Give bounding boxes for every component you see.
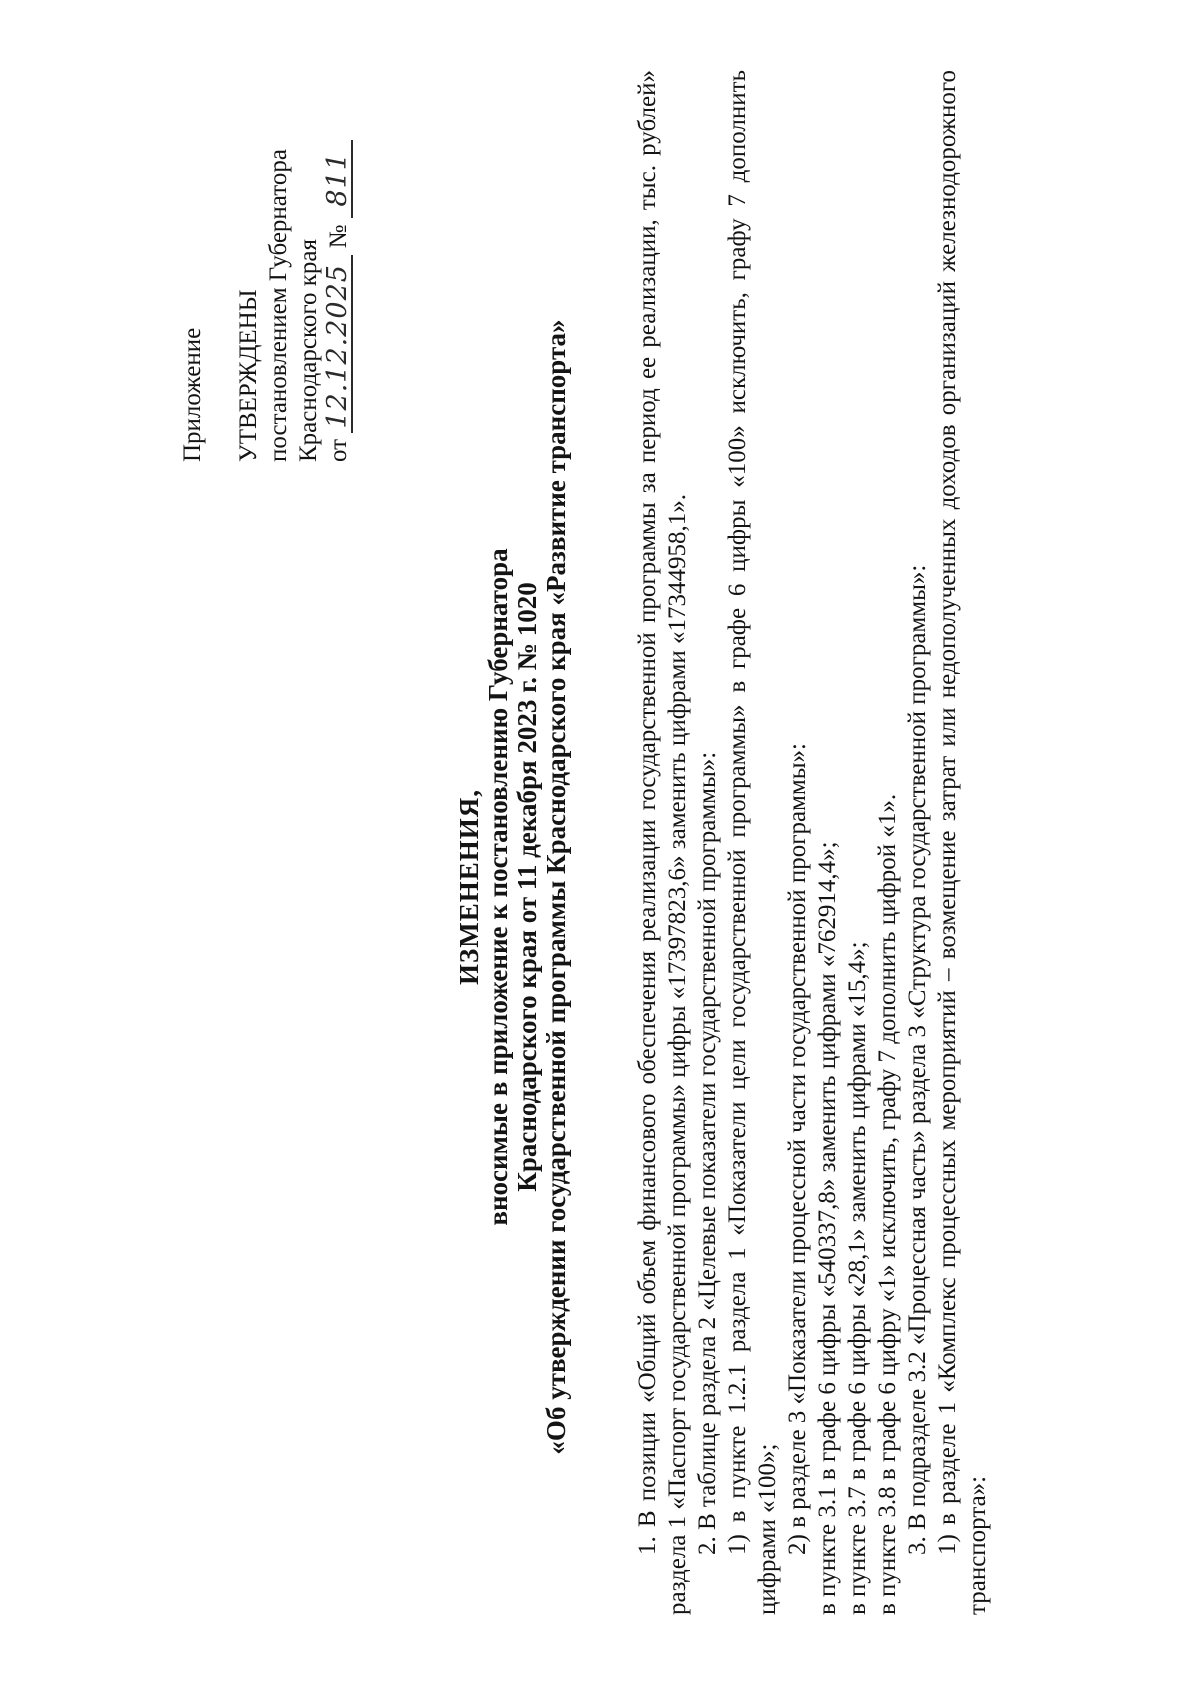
handwritten-date: 12.12.2025 <box>325 255 353 433</box>
approval-date-line <box>324 42 354 462</box>
title-line3: «Об утверждении государственной программы Краснодарского края «Развитие транспорта» <box>541 319 571 1455</box>
document-body <box>633 70 993 1615</box>
number-label: № <box>325 224 352 249</box>
paragraph-7: в пункте 3.8 в графе 6 цифру «1» исключить, графу 7 дополнить цифрой «1». <box>874 793 901 1615</box>
title-line2: Краснодарского края от 11 декабря 2023 г. № 1020 <box>512 582 542 1192</box>
from-label: от <box>325 438 352 462</box>
approved-by-line2: Краснодарского края <box>295 239 322 462</box>
title-line1: вносимые в приложение к постановлению Губернатора <box>483 548 513 1226</box>
appendix-label: Приложение <box>179 327 206 462</box>
approved-by-line1: постановлением Губернатора <box>265 149 292 462</box>
title-heading: ИЗМЕНЕНИЯ, <box>454 789 484 986</box>
approval-stamp-block <box>178 42 354 462</box>
approved-label: УТВЕРЖДЕНЫ <box>235 289 262 462</box>
paragraph-2: 2. В таблице раздела 2 «Целевые показатели государственной программы»: <box>694 751 721 1555</box>
paragraph-4: 2) в разделе 3 «Показатели процессной части государственной программы»: <box>784 743 811 1555</box>
paragraph-1: 1. В позиции «Общий объем финансового обеспечения реализации государственной программы за период ее реализации, тыс. рублей» раздела 1 «Паспорт государственной программы» цифры «17397823,6» заменить цифрами «17344958,1». <box>634 70 691 1615</box>
paragraph-9: 1) в разделе 1 «Комплекс процессных мероприятий – возмещение затрат или недополученных доходов организаций железнодорожного транспорта»: <box>934 70 991 1615</box>
handwritten-number: 811 <box>325 140 353 218</box>
paragraph-6: в пункте 3.7 в графе 6 цифры «28,1» заменить цифрами «15,4»; <box>844 941 871 1615</box>
document-title <box>455 237 571 1537</box>
paragraph-5: в пункте 3.1 в графе 6 цифры «540337,8» заменить цифрами «762914,4»; <box>814 841 841 1615</box>
paragraph-3: 1) в пункте 1.2.1 раздела 1 «Показатели цели государственной программы» в графе 6 цифры «100» исключить, графу 7 дополнить цифрами «100»; <box>724 70 781 1615</box>
paragraph-8: 3. В подразделе 3.2 «Процессная часть» раздела 3 «Структура государственной программы»: <box>904 564 931 1555</box>
